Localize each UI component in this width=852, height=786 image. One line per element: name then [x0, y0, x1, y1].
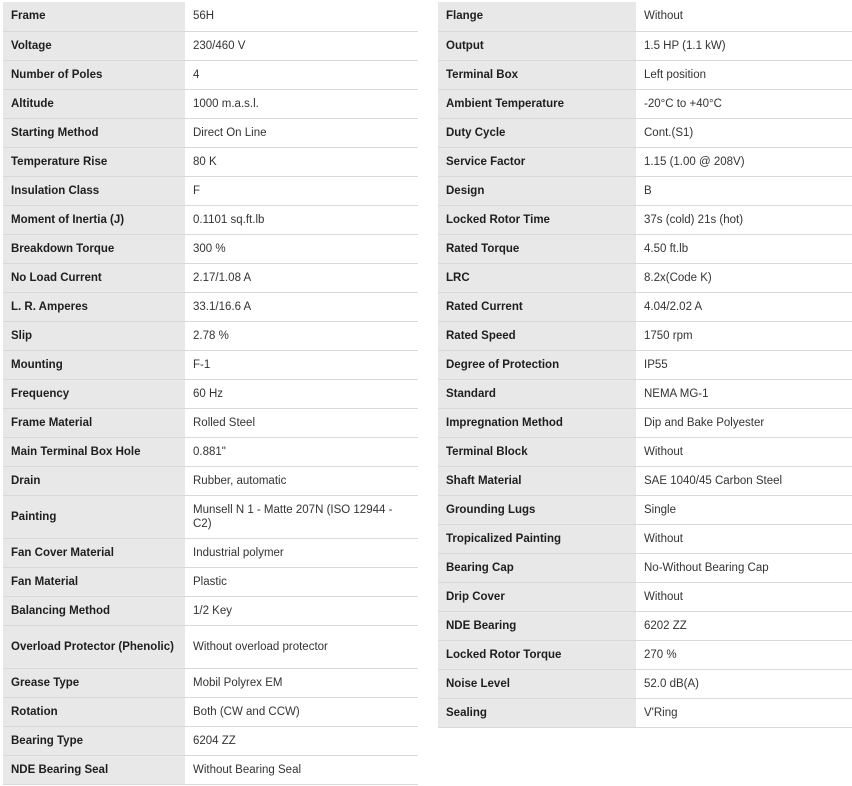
spec-value: 230/460 V	[185, 31, 418, 60]
spec-value: IP55	[636, 350, 852, 379]
spec-row	[3, 292, 418, 321]
spec-value: Left position	[636, 60, 852, 89]
spec-label: Altitude	[3, 89, 185, 118]
spec-label: Drain	[3, 466, 185, 495]
spec-value: Without	[636, 582, 852, 611]
spec-value: Both (CW and CCW)	[185, 697, 418, 726]
spec-value: Mobil Polyrex EM	[185, 668, 418, 697]
spec-value: V'Ring	[636, 698, 852, 727]
spec-label: Slip	[3, 321, 185, 350]
spec-row	[438, 640, 852, 669]
spec-value: 6204 ZZ	[185, 726, 418, 755]
spec-label: Output	[438, 31, 636, 60]
spec-value: -20°C to +40°C	[636, 89, 852, 118]
spec-value: Rubber, automatic	[185, 466, 418, 495]
spec-value: 0.881"	[185, 437, 418, 466]
spec-value: 1000 m.a.s.l.	[185, 89, 418, 118]
spec-row	[438, 147, 852, 176]
spec-label: Bearing Type	[3, 726, 185, 755]
spec-value: Without Bearing Seal	[185, 755, 418, 784]
spec-row	[438, 669, 852, 698]
spec-value: F	[185, 176, 418, 205]
spec-value: No-Without Bearing Cap	[636, 553, 852, 582]
spec-row	[3, 538, 418, 567]
spec-row	[3, 379, 418, 408]
spec-label: Ambient Temperature	[438, 89, 636, 118]
spec-label: Locked Rotor Time	[438, 205, 636, 234]
spec-row	[3, 205, 418, 234]
spec-value: B	[636, 176, 852, 205]
spec-value: Industrial polymer	[185, 538, 418, 567]
spec-value: 52.0 dB(A)	[636, 669, 852, 698]
spec-label: Noise Level	[438, 669, 636, 698]
spec-row	[438, 611, 852, 640]
spec-label: Drip Cover	[438, 582, 636, 611]
spec-label: Overload Protector (Phenolic)	[3, 625, 185, 668]
spec-row	[438, 205, 852, 234]
spec-value: 270 %	[636, 640, 852, 669]
spec-value: Single	[636, 495, 852, 524]
spec-value: Without	[636, 524, 852, 553]
spec-row	[3, 31, 418, 60]
spec-label: Rated Torque	[438, 234, 636, 263]
spec-value: Without	[636, 2, 852, 31]
spec-label: Rotation	[3, 697, 185, 726]
spec-label: L. R. Amperes	[3, 292, 185, 321]
spec-value: 1/2 Key	[185, 596, 418, 625]
spec-value: 1750 rpm	[636, 321, 852, 350]
spec-row	[3, 321, 418, 350]
spec-label: Impregnation Method	[438, 408, 636, 437]
spec-label: Shaft Material	[438, 466, 636, 495]
spec-label: Design	[438, 176, 636, 205]
spec-row	[438, 89, 852, 118]
specs-table-left	[3, 2, 418, 785]
spec-label: Degree of Protection	[438, 350, 636, 379]
spec-label: Moment of Inertia (J)	[3, 205, 185, 234]
spec-row	[438, 582, 852, 611]
spec-value: Without	[636, 437, 852, 466]
spec-label: Frequency	[3, 379, 185, 408]
spec-value: 1.15 (1.00 @ 208V)	[636, 147, 852, 176]
spec-row	[438, 292, 852, 321]
spec-row	[3, 668, 418, 697]
spec-value: SAE 1040/45 Carbon Steel	[636, 466, 852, 495]
spec-row	[438, 524, 852, 553]
spec-label: Grounding Lugs	[438, 495, 636, 524]
spec-label: Temperature Rise	[3, 147, 185, 176]
spec-row	[3, 234, 418, 263]
spec-value: 80 K	[185, 147, 418, 176]
spec-label: Bearing Cap	[438, 553, 636, 582]
spec-label: Insulation Class	[3, 176, 185, 205]
spec-label: Fan Cover Material	[3, 538, 185, 567]
spec-row	[3, 697, 418, 726]
spec-row	[438, 698, 852, 727]
spec-row	[3, 147, 418, 176]
spec-value: Munsell N 1 - Matte 207N (ISO 12944 - C2)	[185, 495, 418, 538]
spec-label: Tropicalized Painting	[438, 524, 636, 553]
spec-label: Frame	[3, 2, 185, 31]
spec-label: Locked Rotor Torque	[438, 640, 636, 669]
spec-label: Service Factor	[438, 147, 636, 176]
spec-value: 6202 ZZ	[636, 611, 852, 640]
spec-row	[3, 176, 418, 205]
spec-label: Fan Material	[3, 567, 185, 596]
spec-row	[3, 60, 418, 89]
spec-value: Rolled Steel	[185, 408, 418, 437]
spec-value: 0.1101 sq.ft.lb	[185, 205, 418, 234]
spec-value: Dip and Bake Polyester	[636, 408, 852, 437]
spec-row	[438, 350, 852, 379]
spec-row	[3, 755, 418, 784]
spec-value: NEMA MG-1	[636, 379, 852, 408]
spec-value: 33.1/16.6 A	[185, 292, 418, 321]
spec-label: Breakdown Torque	[3, 234, 185, 263]
spec-label: NDE Bearing	[438, 611, 636, 640]
spec-value: 8.2x(Code K)	[636, 263, 852, 292]
spec-row	[3, 726, 418, 755]
spec-row	[3, 408, 418, 437]
spec-value: 56H	[185, 2, 418, 31]
spec-row	[438, 553, 852, 582]
spec-value: 4.50 ft.lb	[636, 234, 852, 263]
spec-row	[438, 2, 852, 31]
spec-value: Plastic	[185, 567, 418, 596]
spec-label: Rated Speed	[438, 321, 636, 350]
spec-label: Balancing Method	[3, 596, 185, 625]
spec-value: 2.78 %	[185, 321, 418, 350]
spec-label: Flange	[438, 2, 636, 31]
spec-label: Voltage	[3, 31, 185, 60]
spec-row	[3, 263, 418, 292]
spec-label: Standard	[438, 379, 636, 408]
spec-row	[438, 437, 852, 466]
spec-row	[438, 234, 852, 263]
spec-value: 300 %	[185, 234, 418, 263]
spec-row	[3, 118, 418, 147]
spec-row	[438, 60, 852, 89]
spec-label: Number of Poles	[3, 60, 185, 89]
spec-value: 1.5 HP (1.1 kW)	[636, 31, 852, 60]
spec-label: Mounting	[3, 350, 185, 379]
spec-value: 37s (cold) 21s (hot)	[636, 205, 852, 234]
spec-label: Rated Current	[438, 292, 636, 321]
spec-row	[3, 625, 418, 668]
spec-row	[438, 321, 852, 350]
spec-value: F-1	[185, 350, 418, 379]
specs-table-right	[438, 2, 852, 728]
spec-label: Painting	[3, 495, 185, 538]
spec-row	[438, 408, 852, 437]
spec-label: Starting Method	[3, 118, 185, 147]
spec-row	[438, 118, 852, 147]
spec-label: Grease Type	[3, 668, 185, 697]
spec-row	[438, 31, 852, 60]
spec-row	[3, 567, 418, 596]
spec-label: Frame Material	[3, 408, 185, 437]
spec-label: Sealing	[438, 698, 636, 727]
spec-label: LRC	[438, 263, 636, 292]
spec-row	[438, 466, 852, 495]
spec-value: 4.04/2.02 A	[636, 292, 852, 321]
spec-value: Without overload protector	[185, 625, 418, 668]
spec-row	[3, 596, 418, 625]
spec-label: Main Terminal Box Hole	[3, 437, 185, 466]
spec-value: 4	[185, 60, 418, 89]
spec-value: 60 Hz	[185, 379, 418, 408]
spec-row	[438, 495, 852, 524]
spec-row	[438, 176, 852, 205]
spec-row	[3, 89, 418, 118]
spec-label: No Load Current	[3, 263, 185, 292]
spec-label: Duty Cycle	[438, 118, 636, 147]
spec-row	[3, 2, 418, 31]
spec-value: Direct On Line	[185, 118, 418, 147]
spec-label: Terminal Box	[438, 60, 636, 89]
spec-row	[438, 379, 852, 408]
spec-row	[3, 350, 418, 379]
spec-value: Cont.(S1)	[636, 118, 852, 147]
spec-label: NDE Bearing Seal	[3, 755, 185, 784]
spec-value: 2.17/1.08 A	[185, 263, 418, 292]
spec-label: Terminal Block	[438, 437, 636, 466]
spec-row	[438, 263, 852, 292]
spec-row	[3, 466, 418, 495]
spec-row	[3, 495, 418, 538]
spec-row	[3, 437, 418, 466]
